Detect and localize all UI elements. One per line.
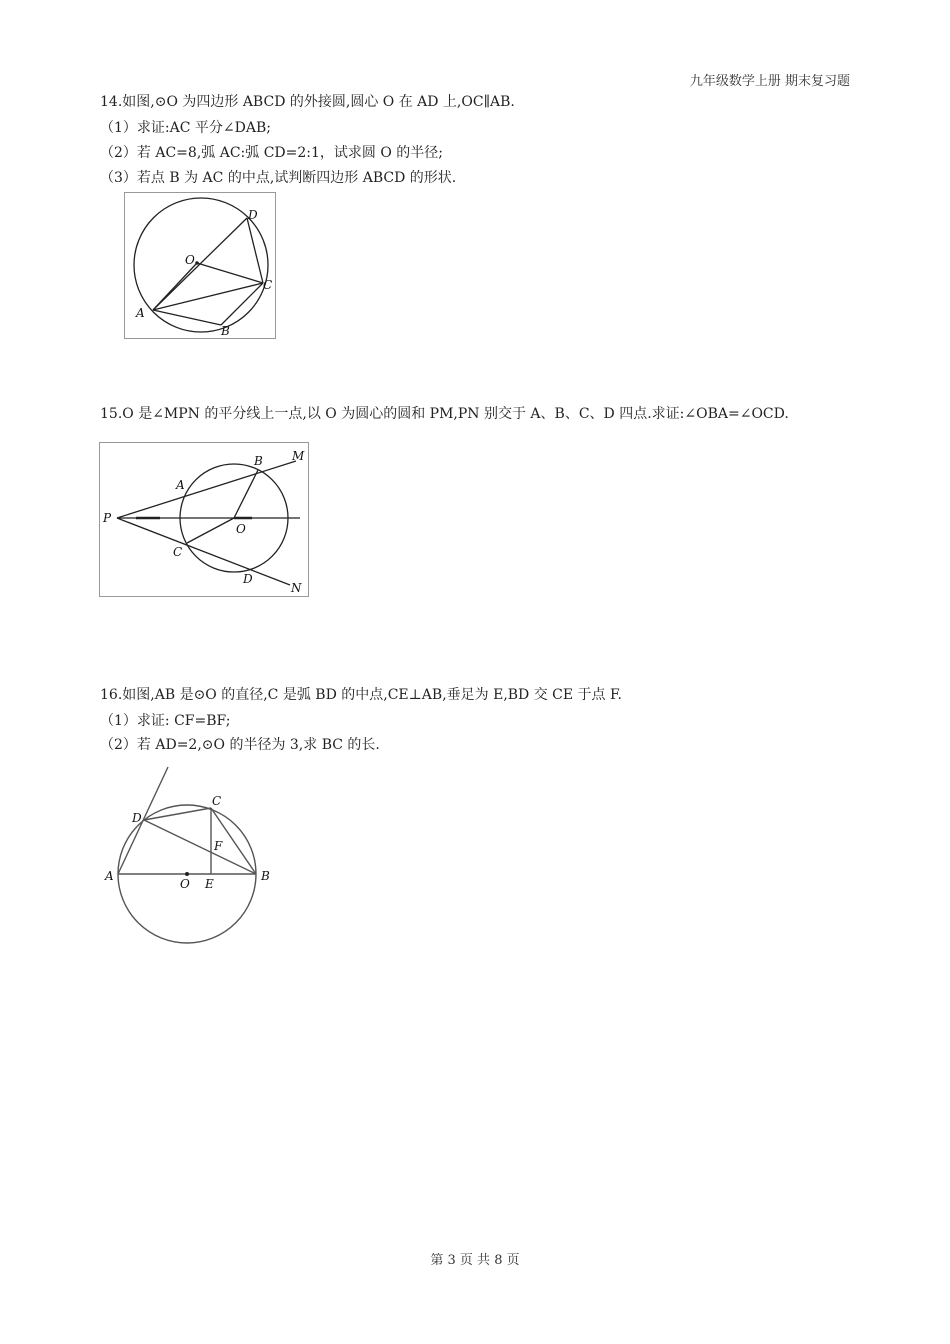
q16-label-B: B <box>261 869 270 883</box>
q14-label-A: A <box>136 306 145 320</box>
q15-ray-PM <box>117 461 296 518</box>
q15-label-D: D <box>243 572 253 586</box>
page-header: 九年级数学上册 期末复习题 <box>689 74 850 89</box>
q14-label-D: D <box>248 208 258 222</box>
q14-segment-CD <box>247 218 263 283</box>
q15-segment-OC <box>187 518 234 543</box>
q15-figure <box>99 442 309 597</box>
q16-diagram <box>100 762 280 947</box>
q16-stem: 16.如图,AB 是⊙O 的直径,C 是弧 BD 的中点,CE⊥AB,垂足为 E,BD 交 CE 于点 F. <box>100 687 622 703</box>
q14-label-O: O <box>185 253 195 267</box>
q14-segment-AO <box>153 263 197 310</box>
q15-label-N: N <box>291 581 302 595</box>
q16-label-A: A <box>105 869 114 883</box>
q14-label-C: C <box>263 278 273 292</box>
q14-center-dot <box>195 261 199 265</box>
q14-segment-OC <box>197 263 263 283</box>
q15-label-C: C <box>173 545 183 559</box>
q16-figure <box>100 762 280 947</box>
q14-label-B: B <box>221 324 230 338</box>
q15-ray-PN <box>117 518 290 585</box>
q14-segment-AC <box>153 283 263 310</box>
q16-center-dot <box>185 872 189 876</box>
q16-line-AD-extended <box>118 767 168 874</box>
q16-label-O: O <box>180 877 190 891</box>
q14-part3: （3）若点 B 为 AC 的中点,试判断四边形 ABCD 的形状. <box>100 170 457 186</box>
q16-label-C: C <box>212 794 222 808</box>
q15-label-P: P <box>103 511 112 525</box>
q14-stem: 14.如图,⊙O 为四边形 ABCD 的外接圆,圆心 O 在 AD 上,OC∥AB. <box>100 94 515 110</box>
q15-label-A: A <box>176 478 185 492</box>
q14-diagram <box>125 193 275 338</box>
page-footer: 第 3 页 共 8 页 <box>430 1253 520 1268</box>
q15-diagram <box>100 443 308 596</box>
q16-label-F: F <box>214 839 223 853</box>
q14-figure <box>124 192 276 339</box>
q14-part1: （1）求证:AC 平分∠DAB; <box>100 120 271 136</box>
q15-label-B: B <box>254 454 263 468</box>
q15-label-M: M <box>292 449 305 463</box>
q16-label-E: E <box>205 877 214 891</box>
q15-label-O: O <box>236 522 246 536</box>
q16-part1: （1）求证: CF=BF; <box>100 713 231 729</box>
q14-part2: （2）若 AC=8,弧 AC:弧 CD=2:1，试求圆 O 的半径; <box>100 145 443 161</box>
q16-label-D: D <box>132 811 142 825</box>
q14-segment-AB <box>153 310 221 325</box>
q16-part2: （2）若 AD=2,⊙O 的半径为 3,求 BC 的长. <box>100 737 380 753</box>
q15-stem: 15.O 是∠MPN 的平分线上一点,以 O 为圆心的圆和 PM,PN 别交于 A、B、C、D 四点.求证:∠OBA=∠OCD. <box>100 406 789 422</box>
